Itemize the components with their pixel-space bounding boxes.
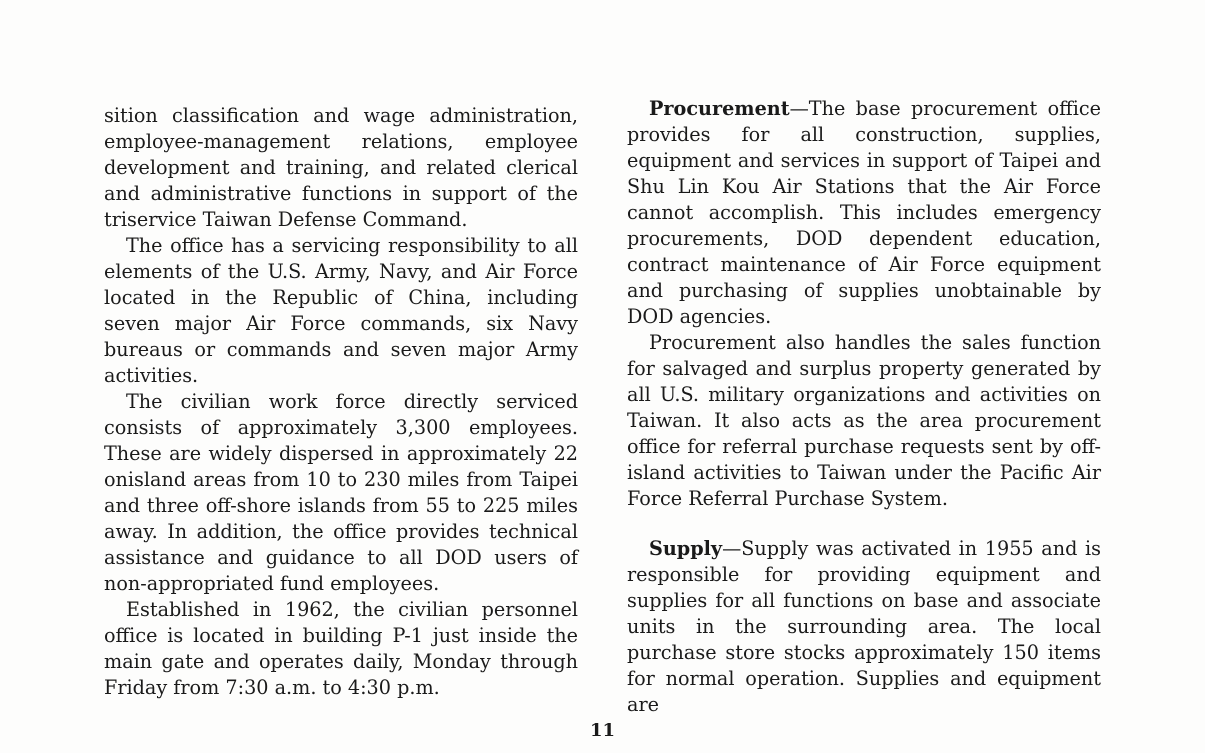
procurement-paragraph-2: Procurement also handles the sales function for salvaged and surplus property generated by all U.S. military organizations and activities on Taiwan. It also acts as the area procurement office for referral purchase requests sent by off-island activities to Taiwan under the Pacific Air Force Referral Purchase System. — [627, 331, 1101, 510]
procurement-paragraph-1 — [627, 96, 1101, 330]
left-column — [104, 103, 578, 701]
supply-heading: Supply — [649, 537, 723, 560]
procurement-heading: Procurement — [649, 97, 790, 120]
supply-paragraph-1 — [627, 536, 1101, 718]
civilian-personnel-paragraph-1: sition classification and wage administration, employee-management relations, employee development and training, and related clerical and administrative functions in support of the triservice Taiwan Defense Command. — [104, 104, 578, 231]
civilian-personnel-paragraph-4: Established in 1962, the civilian personnel office is located in building P-1 just inside the main gate and operates daily, Monday through Friday from 7:30 a.m. to 4:30 p.m. — [104, 598, 578, 699]
supply-text-1: —Supply was activated in 1955 and is responsible for providing equipment and supplies for all functions on base and associate units in the surrounding area. The local purchase store stocks approximately 150 items for normal operation. Supplies and equipment are — [627, 537, 1101, 716]
procurement-text-1: —The base procurement office provides for all construction, supplies, equipment and services in support of Taipei and Shu Lin Kou Air Stations that the Air Force cannot accomplish. This includes emergency procurements, DOD dependent education, contract maintenance of Air Force equipment and purchasing of supplies unobtainable by DOD agencies. — [627, 97, 1101, 328]
civilian-personnel-paragraph-2: The office has a servicing responsibility to all elements of the U.S. Army, Navy, and Air Force located in the Republic of China, including seven major Air Force commands, six Navy bureaus or commands and seven major Army activities. — [104, 234, 578, 387]
page-number: 11 — [589, 720, 616, 741]
civilian-personnel-paragraph-3: The civilian work force directly serviced consists of approximately 3,300 employees. These are widely dispersed in approximately 22 onisland areas from 10 to 230 miles from Taipei and three off-shore islands from 55 to 225 miles away. In addition, the office provides technical assistance and guidance to all DOD users of non-appropriated fund employees. — [104, 390, 578, 595]
right-column — [627, 96, 1101, 718]
